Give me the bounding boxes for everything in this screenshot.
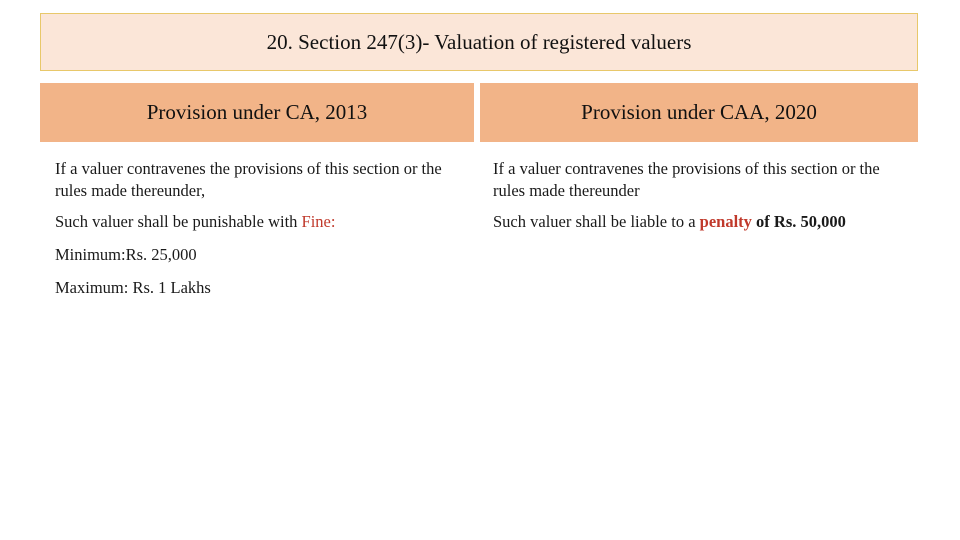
left-maximum-fine: Maximum: Rs. 1 Lakhs: [55, 278, 211, 297]
right-column-header: [480, 83, 918, 142]
right-contravention-text: If a valuer contravenes the provisions of this section or the rules made thereunder: [493, 159, 880, 200]
right-penalty-amount: of Rs. 50,000: [751, 212, 846, 231]
left-column-header-text: Provision under CA, 2013: [146, 100, 368, 124]
slide-title: 20. Section 247(3)- Valuation of registered valuers: [266, 29, 692, 54]
left-minimum-fine: Minimum:Rs. 25,000: [55, 245, 197, 264]
left-punishment-text: [55, 211, 473, 233]
left-punishment-prefix: Such valuer shall be punishable with: [55, 212, 302, 231]
right-penalty-text: [493, 211, 913, 233]
right-penalty-highlight: penalty: [699, 212, 752, 231]
left-contravention-text: If a valuer contravenes the provisions of this section or the rules made thereunder,: [55, 159, 442, 200]
right-column-header-text: Provision under CAA, 2020: [581, 100, 817, 124]
slide-title-box: [40, 13, 918, 71]
right-column-body: [493, 158, 913, 242]
left-fine-highlight: Fine:: [301, 212, 336, 231]
left-column-body: [55, 158, 473, 308]
left-column-header: [40, 83, 474, 142]
right-penalty-prefix: Such valuer shall be liable to a: [493, 212, 700, 231]
